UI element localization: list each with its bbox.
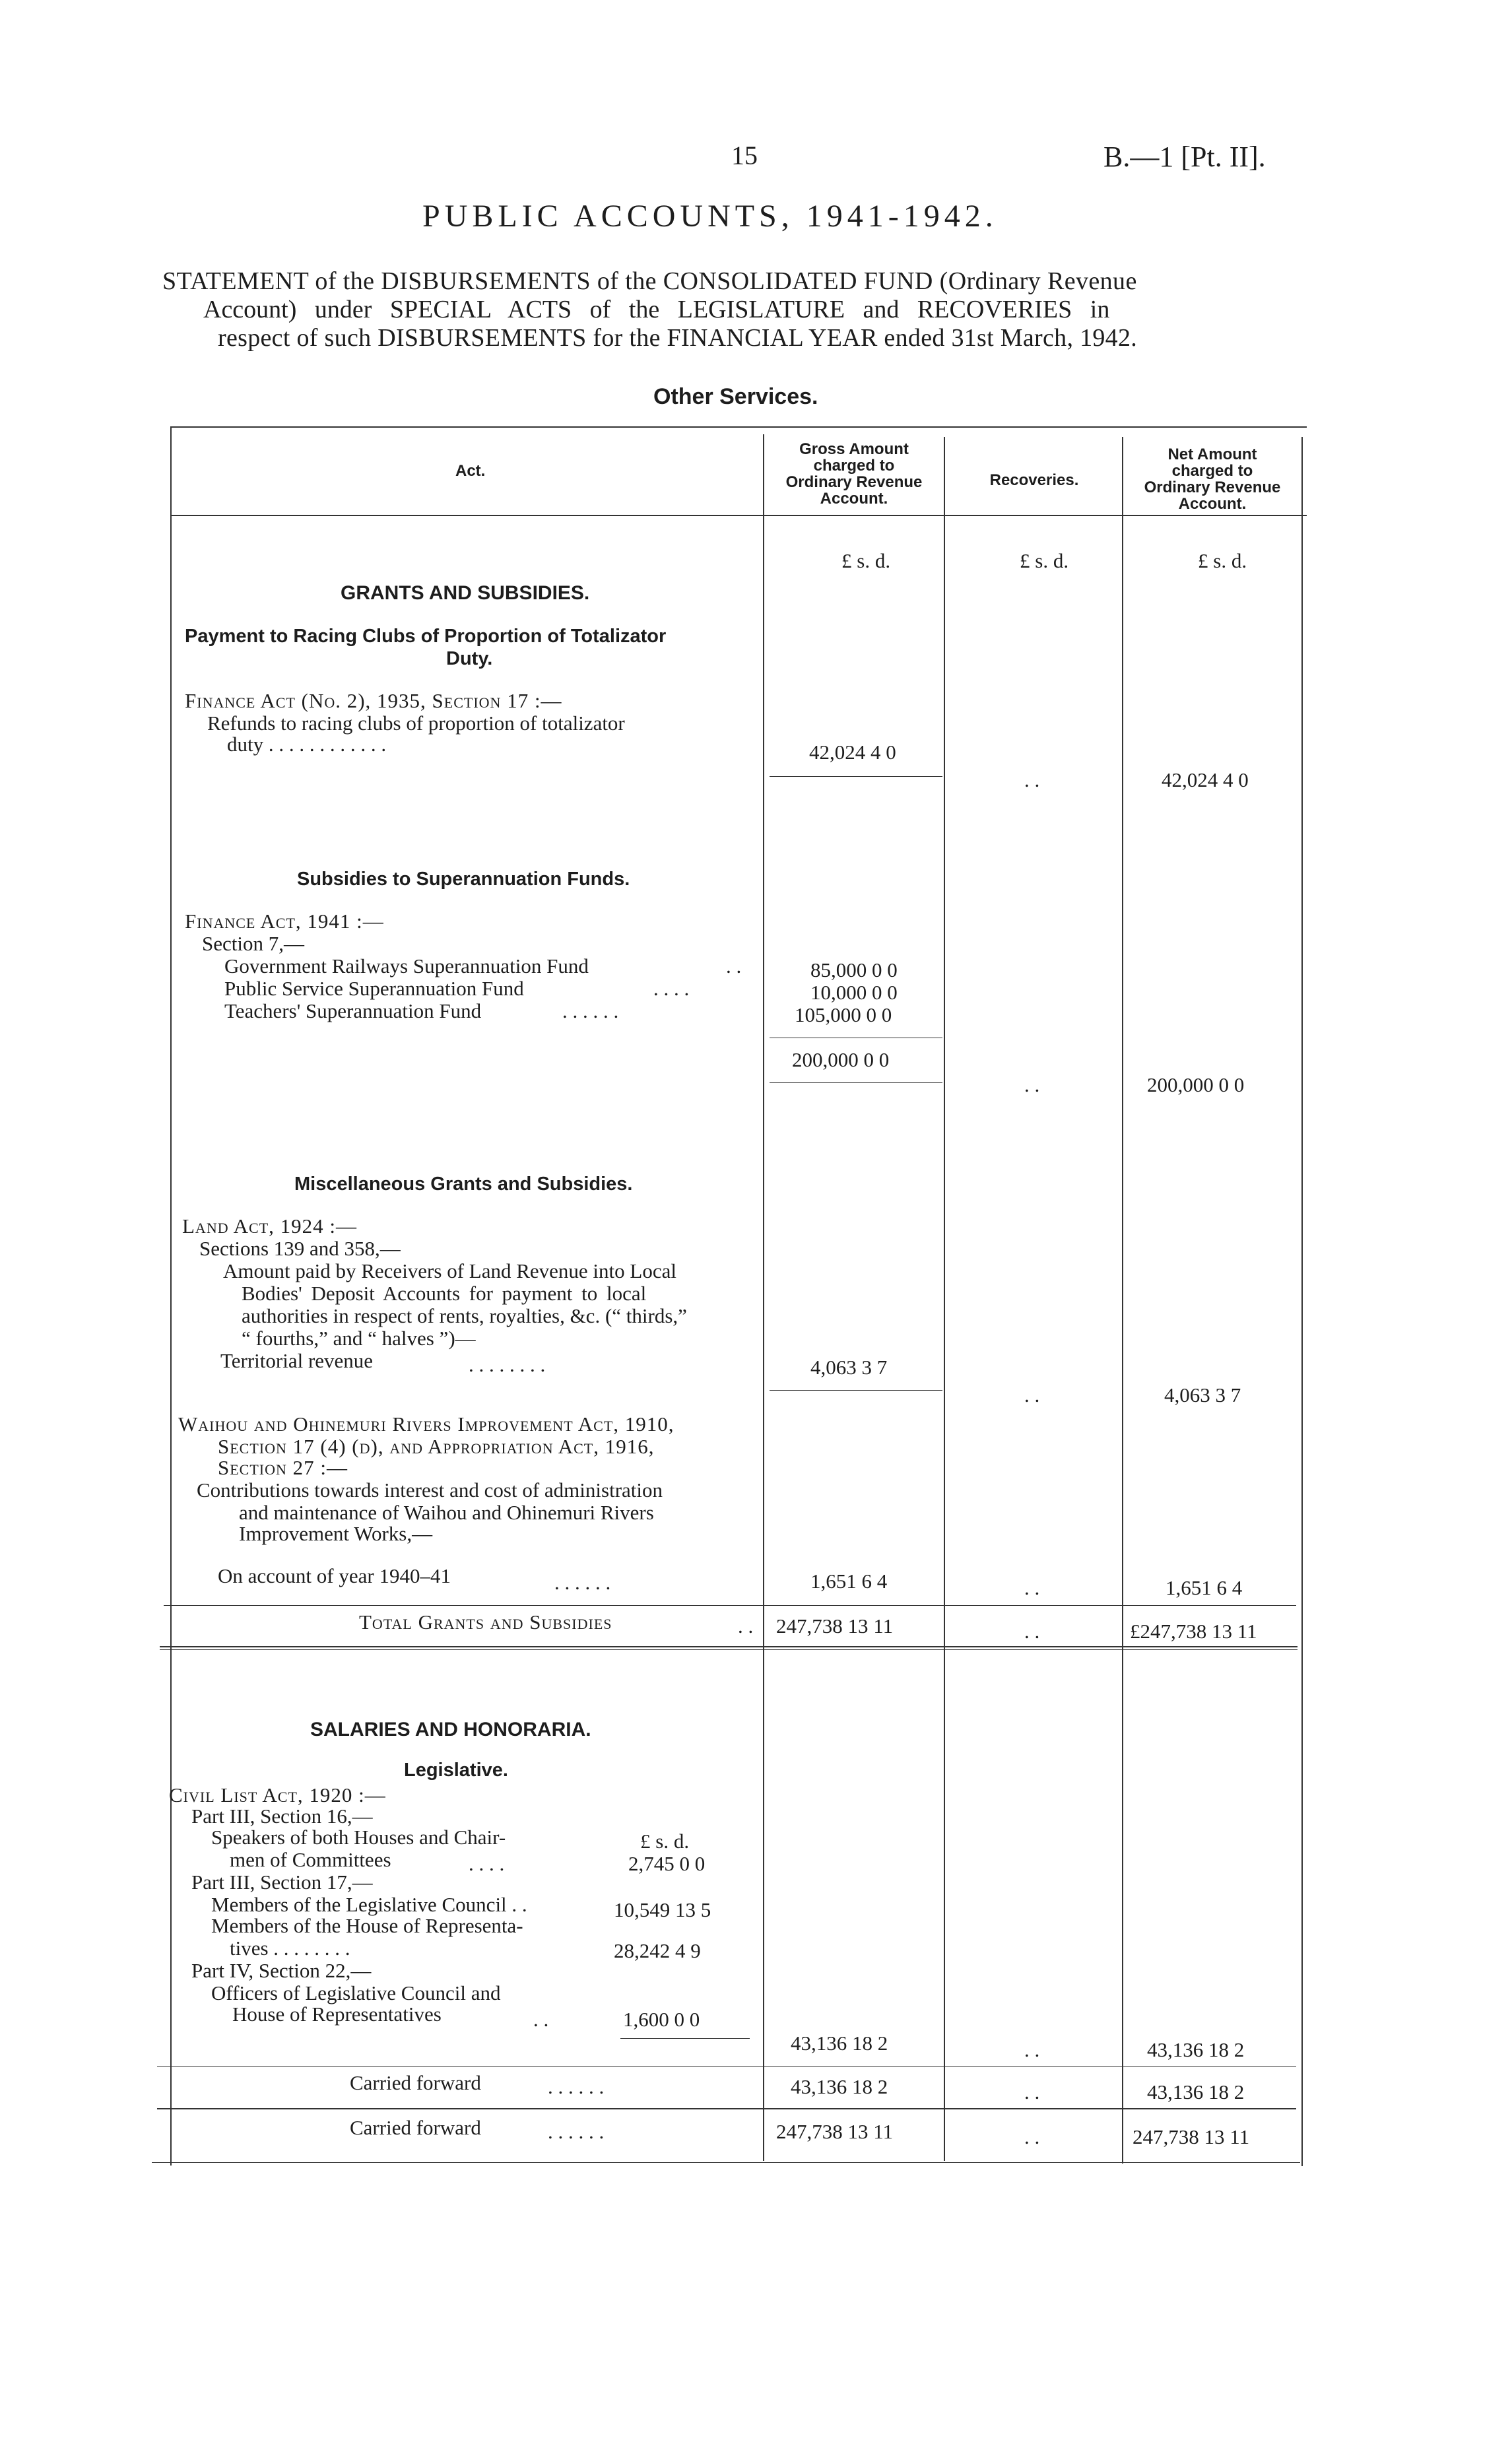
total-double-rule bbox=[160, 1649, 1298, 1650]
inner-subtotal-rule bbox=[620, 2038, 750, 2039]
item-description: Members of the House of Representa- bbox=[211, 1914, 523, 1937]
gross-column-divider bbox=[763, 434, 764, 2161]
item-description: Bodies' Deposit Accounts for payment to local bbox=[242, 1282, 647, 1305]
recoveries-total: . . bbox=[1024, 1620, 1040, 1643]
column-header-recoveries: Recoveries. bbox=[989, 471, 1079, 489]
fund-name: Public Service Superannuation Fund bbox=[224, 977, 524, 1000]
gross-header-line: charged to bbox=[813, 457, 895, 475]
totalizator-heading: Duty. bbox=[446, 648, 493, 669]
section-reference: Part IV, Section 22,— bbox=[191, 1959, 372, 1982]
recoveries-amount: . . bbox=[1024, 1576, 1040, 1599]
gross-amount: 247,738 13 11 bbox=[776, 2120, 894, 2143]
item-description: duty . . . . . . . . . . . . bbox=[227, 733, 387, 756]
act-citation: Land Act, 1924 :— bbox=[182, 1214, 358, 1238]
table-top-rule bbox=[170, 426, 1307, 428]
gross-header-line: Account. bbox=[820, 490, 888, 508]
item-description: tives . . . . . . . . bbox=[230, 1936, 350, 1960]
column-header-act: Act. bbox=[455, 462, 486, 480]
total-double-rule bbox=[160, 1646, 1298, 1647]
item-description: and maintenance of Waihou and Ohinemuri Rivers bbox=[239, 1501, 654, 1524]
net-amount: 1,651 6 4 bbox=[1166, 1576, 1243, 1599]
act-citation: Finance Act, 1941 :— bbox=[185, 910, 384, 933]
item-description: “ fourths,” and “ halves ”)— bbox=[242, 1327, 476, 1350]
total-label: Total Grants and Subsidies bbox=[359, 1610, 612, 1634]
gross-amount: 4,063 3 7 bbox=[810, 1356, 888, 1379]
section-reference: Section 7,— bbox=[202, 932, 304, 955]
net-amount: 42,024 4 0 bbox=[1162, 768, 1249, 791]
leader-dots: . . . . bbox=[653, 977, 690, 1000]
act-citation: Section 27 :— bbox=[218, 1456, 348, 1479]
leader-dots: . . bbox=[533, 2008, 549, 2031]
carried-forward-label: Carried forward bbox=[350, 2116, 481, 2139]
net-column-divider bbox=[1122, 437, 1123, 2164]
salaries-heading: SALARIES AND HONORARIA. bbox=[310, 1719, 591, 1740]
gross-amount: 105,000 0 0 bbox=[795, 1003, 892, 1026]
inner-amount: 28,242 4 9 bbox=[614, 1939, 701, 1962]
grants-heading: GRANTS AND SUBSIDIES. bbox=[341, 582, 590, 604]
leader-dots: . . . . . . . . bbox=[469, 1353, 546, 1376]
gross-amount: 42,024 4 0 bbox=[809, 741, 896, 764]
table-bottom-rule bbox=[152, 2162, 1300, 2163]
recoveries-column-divider bbox=[944, 437, 945, 2161]
section-title: Other Services. bbox=[653, 384, 818, 409]
net-total: £247,738 13 11 bbox=[1130, 1620, 1257, 1643]
leader-dots: . . bbox=[726, 954, 742, 977]
net-header-line: Ordinary Revenue bbox=[1144, 479, 1281, 496]
leader-dots: . . . . . . bbox=[554, 1571, 611, 1594]
subtotal-rule bbox=[770, 1390, 942, 1391]
table-right-border bbox=[1301, 437, 1303, 2166]
carried-forward-label: Carried forward bbox=[350, 2071, 481, 2094]
leader-dots: . . . . . . bbox=[562, 999, 619, 1022]
item-description: authorities in respect of rents, royalties, &c. (“ thirds,” bbox=[242, 1304, 687, 1327]
item-description: Amount paid by Receivers of Land Revenue into Local bbox=[223, 1259, 676, 1282]
item-description: men of Committees bbox=[230, 1848, 391, 1871]
section-reference: Sections 139 and 358,— bbox=[199, 1237, 401, 1260]
table-left-border bbox=[170, 426, 172, 2166]
page-title: PUBLIC ACCOUNTS, 1941-1942. bbox=[422, 199, 998, 234]
total-rule bbox=[164, 1605, 1296, 1606]
net-amount: 43,136 18 2 bbox=[1147, 2080, 1245, 2103]
recoveries-amount: . . bbox=[1024, 1383, 1040, 1406]
superannuation-heading: Subsidies to Superannuation Funds. bbox=[297, 869, 630, 890]
recoveries-amount: . . bbox=[1024, 2080, 1040, 2103]
gross-header-line: Gross Amount bbox=[799, 440, 909, 458]
recoveries-amount: . . bbox=[1024, 768, 1040, 791]
net-amount: 200,000 0 0 bbox=[1147, 1073, 1245, 1096]
leader-dots: . . bbox=[738, 1614, 754, 1638]
subtotal-rule bbox=[770, 776, 942, 777]
act-citation: Finance Act (No. 2), 1935, Section 17 :— bbox=[185, 689, 562, 712]
currency-header-recoveries: £ s. d. bbox=[1020, 549, 1069, 572]
carried-forward-rule bbox=[157, 2108, 1296, 2109]
currency-header-gross: £ s. d. bbox=[841, 549, 891, 572]
statement-line-3: respect of such DISBURSEMENTS for the FINANCIAL YEAR ended 31st March, 1942. bbox=[218, 324, 1138, 352]
table-header-rule bbox=[170, 515, 1307, 516]
misc-grants-heading: Miscellaneous Grants and Subsidies. bbox=[294, 1174, 633, 1195]
net-amount: 43,136 18 2 bbox=[1147, 2038, 1245, 2061]
inner-amount: 2,745 0 0 bbox=[628, 1852, 706, 1875]
act-citation: Civil List Act, 1920 :— bbox=[169, 1783, 386, 1806]
currency-header-net: £ s. d. bbox=[1198, 549, 1247, 572]
leader-dots: . . . . . . bbox=[548, 2120, 605, 2143]
column-header-net bbox=[1125, 446, 1300, 512]
item-description: On account of year 1940–41 bbox=[218, 1564, 451, 1587]
act-citation: Section 17 (4) (d), and Appropriation Act, 1916, bbox=[218, 1435, 655, 1458]
item-description: Officers of Legislative Council and bbox=[211, 1981, 501, 2004]
section-reference: Part III, Section 16,— bbox=[191, 1804, 373, 1828]
column-header-gross bbox=[766, 441, 942, 507]
inner-amount: 1,600 0 0 bbox=[623, 2008, 700, 2031]
item-description: Improvement Works,— bbox=[239, 1522, 433, 1545]
item-description: Contributions towards interest and cost of administration bbox=[197, 1478, 663, 1502]
inner-amount: 10,549 13 5 bbox=[614, 1898, 711, 1921]
net-header-line: charged to bbox=[1171, 462, 1253, 480]
carried-forward-rule bbox=[157, 2066, 1296, 2067]
item-description: Members of the Legislative Council . . bbox=[211, 1893, 527, 1916]
recoveries-amount: . . bbox=[1024, 2125, 1040, 2148]
gross-amount: 85,000 0 0 bbox=[810, 958, 898, 981]
gross-amount: 10,000 0 0 bbox=[810, 981, 898, 1004]
fund-name: Teachers' Superannuation Fund bbox=[224, 999, 482, 1022]
statement-line-1: STATEMENT of the DISBURSEMENTS of the CONSOLIDATED FUND (Ordinary Revenue bbox=[162, 267, 1137, 295]
net-amount: 247,738 13 11 bbox=[1133, 2125, 1250, 2148]
document-reference: B.—1 [Pt. II]. bbox=[1103, 141, 1266, 173]
item-description: Speakers of both Houses and Chair- bbox=[211, 1826, 506, 1849]
leader-dots: . . . . . . bbox=[548, 2075, 605, 2098]
net-header-line: Net Amount bbox=[1167, 446, 1257, 463]
net-header-line: Account. bbox=[1178, 495, 1247, 513]
gross-amount: 1,651 6 4 bbox=[810, 1570, 888, 1593]
gross-subtotal: 200,000 0 0 bbox=[792, 1048, 890, 1071]
page-number: 15 bbox=[731, 141, 758, 170]
gross-total: 247,738 13 11 bbox=[776, 1614, 894, 1638]
subtotal-rule bbox=[770, 1082, 942, 1083]
item-description: House of Representatives bbox=[232, 2002, 442, 2026]
inner-currency-header: £ s. d. bbox=[640, 1830, 690, 1853]
act-citation: Waihou and Ohinemuri Rivers Improvement Act, 1910, bbox=[178, 1412, 674, 1436]
leader-dots: . . . . bbox=[469, 1852, 505, 1875]
gross-amount: 43,136 18 2 bbox=[791, 2075, 888, 2098]
gross-header-line: Ordinary Revenue bbox=[785, 473, 923, 491]
statement-line-2: Account) under SPECIAL ACTS of the LEGISLATURE and RECOVERIES in bbox=[203, 296, 1110, 323]
item-description: Territorial revenue bbox=[220, 1349, 374, 1372]
section-reference: Part III, Section 17,— bbox=[191, 1870, 373, 1894]
recoveries-amount: . . bbox=[1024, 1073, 1040, 1096]
gross-amount: 43,136 18 2 bbox=[791, 2032, 888, 2055]
recoveries-amount: . . bbox=[1024, 2038, 1040, 2061]
item-description: Refunds to racing clubs of proportion of totalizator bbox=[207, 711, 625, 735]
legislative-heading: Legislative. bbox=[404, 1760, 508, 1781]
totalizator-heading: Payment to Racing Clubs of Proportion of Totalizator bbox=[185, 626, 667, 647]
net-amount: 4,063 3 7 bbox=[1164, 1383, 1241, 1406]
fund-name: Government Railways Superannuation Fund bbox=[224, 954, 589, 977]
